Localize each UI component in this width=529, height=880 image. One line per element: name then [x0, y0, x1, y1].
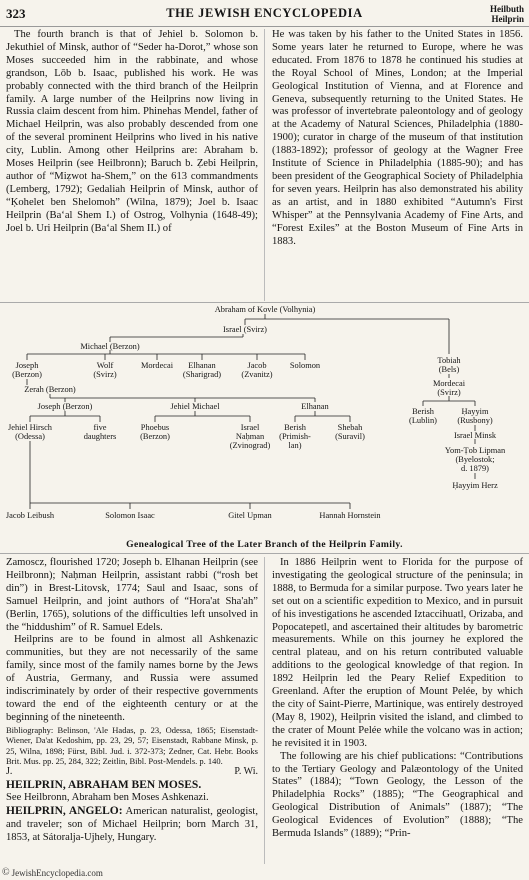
tree-node-jehiel-hirsch: Jehiel Hirsch [8, 423, 52, 432]
tree-node-jehiel-hirsch-place: (Odessa) [15, 432, 45, 441]
paragraph: The fourth branch is that of Jehiel b. Solomon b. Jekuthiel of Minsk, author of “Seder ha-Dorot,” whose son Moses succeeded him in the rabbinate, and whose grandson, Lōb b. Isaac, published his work. He was probably connected with the third branch of the Heilprin family. A large number of the Heilprins now living in Russia claim descent from him. Phinehas Mendel, father of Michael Heilprin, was also probably descended from one of the several prominent Heilprins who lived in his native city, Lublin. Among other Heilprins are: Abraham b. Moses Heilprin (see Heilbronn); Baruch b. Ẓebi Heilprin, author of “Miẓwot ha-Shem,” on the 613 commandments (Lemberg, 1792); Gedaliah Heilprin of Minsk, author of “Ḳohelet ben Shelomoh” (Wilna, 1879); Joel b. Isaac Heilprin (Ba‘al Shem I.) of Ostrog, Volhynia (1648-49); Joel b. Uri Heilprin (Ba‘al Shem II.) of [6, 29, 258, 234]
footer [2, 867, 103, 878]
tree-node-wolf: Wolf [96, 361, 114, 370]
cross-reference: See Heilbronn, Abraham ben Moses Ashkenazi. [6, 792, 209, 804]
tree-node-five: five [93, 423, 107, 432]
site-name: JewishEncyclopedia.com [11, 867, 103, 878]
bibliography: Bibliography: Belinson, 'Ale Hadas, p. 23, Odessa, 1865; Eisenstadt-Wiener, Da'at Kedoshim, pp. 23, 29, 57; Eisenstadt, Rabbane Minsk, p. 25, Wilna, 1898; Fürst, Bibl. Jud. i. 372-373; Zedner, Cat. Hebr. Books Brit. Mus. pp. 25, 284, 322; Zeitlin, Bibl. Post-Mendels. p. 140. [6, 724, 258, 766]
paragraph: In 1886 Heilprin went to Florida for the purpose of investigating the geological structure of the peninsula; in 1888, to Bermuda for a similar purpose. Two years later he set out on a scientific expedition to Mexico, and in pursuit of his investigations he ascended Iztaccihuatl, Orizaba, and Popocatepetl, and ascertained their altitudes by barometric measurements. While on this journey he explored the central plateau, and on his return contributed valuable additions to the geological knowledge of that region. In 1892 Heilprin led the Peary Relief Expedition to Greenland. After the eruption of Mount Pelée, by which the city of Saint-Pierre, Martinique, was entirely destroyed (May 8, 1902), Heilprin visited the island, and climbed to the crater of Mount Pelée while the volcano was in action; he revisited it in 1903. [272, 557, 523, 749]
tree-node-abraham: Abraham of Kovle (Volhynia) [214, 305, 316, 314]
left-column-bottom [6, 557, 258, 845]
paragraph: The following are his chief publications: “Contributions to the Tertiary Geology and Palæontology of the United States” (1884); “Town Geology, the Lesson of the Philadelphia Rocks” (1885); “The Geographical and Geological Distribution of Animals” (1887); “The Geological Evidences of Evolution” (1888); “The Bermuda Islands” (1889); “Prin- [272, 750, 523, 840]
tree-node-jacob: Jacob [247, 361, 267, 370]
tree-caption: Genealogical Tree of the Later Branch of the Heilprin Family. [126, 539, 403, 550]
tree-node-mordecai: Mordecai [140, 361, 174, 370]
tree-node-joseph: Joseph [15, 361, 39, 370]
tree-node-phoebus-place: (Berzon) [140, 432, 170, 441]
tree-node-nahman: Naḥman [235, 432, 265, 441]
tree-node-mordecai-2-place: (Svirz) [437, 388, 461, 397]
paragraph: Heilprins are to be found in almost all Ashkenazic communities, but they are not necessarily of the same family, since most of the family names borne by the Jews of Austria, Germany, and Russia were assumed indiscriminately by order of their respective governments toward the end of the eighteenth century or at the beginning of the nineteenth. [6, 634, 258, 723]
tree-node-yom-tob: Yom-Ṭob Lipman [444, 446, 506, 455]
tree-node-israel-minsk: Israel Minsk [453, 431, 497, 440]
tree-node-solomon: Solomon [289, 361, 321, 370]
entry-text: American naturalist, geologist, and traveler; son of Michael Heilprin; born March 31, 1853, at Sátoralja-Ujhely, Hungary. [6, 806, 258, 843]
tree-node-yom-tob-died: d. 1879) [461, 464, 489, 473]
tree-node-joseph-place: (Berzon) [12, 370, 42, 379]
column-divider-top [264, 29, 265, 301]
tree-node-daughters: daughters [83, 432, 117, 441]
entry-heading: HEILPRIN, ANGELO: [6, 805, 123, 818]
tree-node-berish-place-2: lan) [288, 441, 302, 450]
running-word-first: Heilbuth [489, 4, 524, 14]
tree-node-hayyim-place: (Rusbony) [457, 416, 493, 425]
running-word-last: Heilprin [491, 14, 524, 24]
tree-node-joseph-berzon: Joseph (Berzon) [37, 402, 93, 411]
divider [0, 553, 529, 554]
genealogy-tree [5, 303, 524, 539]
tree-node-tobiah-place: (Bels) [438, 365, 460, 374]
tree-node-hayyim-herz: Ḥayyim Herz [452, 481, 498, 490]
tree-node-jacob-leibush: Jacob Leibush [5, 511, 55, 520]
tree-node-jehiel-michael: Jehiel Michael [170, 402, 220, 411]
tree-node-berish-place: (Primish- [279, 432, 311, 441]
tree-node-zerah: Zerah (Berzon) [24, 385, 76, 394]
left-column-top [6, 29, 258, 236]
tree-node-hannah-hornstein: Hannah Hornstein [319, 511, 381, 520]
tree-node-israel-2: Israel [240, 423, 260, 432]
tree-node-elhanan-place: (Sharigrad) [182, 370, 222, 379]
signature-line [6, 766, 258, 779]
tree-names [6, 305, 506, 520]
entry-intro [6, 805, 258, 845]
entry-heading: HEILPRIN, ABRAHAM BEN MOSES. [6, 779, 202, 792]
tree-node-berish: Berish [284, 423, 306, 432]
right-column-top [272, 29, 523, 248]
tree-node-gitel-upman: Gitel Upman [228, 511, 272, 520]
tree-node-nahman-place: (Zvinograd) [229, 441, 271, 450]
tree-node-mordecai-2: Mordecai [432, 379, 466, 388]
signature-author: P. Wi. [234, 766, 258, 778]
paragraph: Zamoscz, flourished 1720; Joseph b. Elhanan Heilprin (see Heilbronn); Naḥman Heilprin, assistant rabbi (“rosh bet din”) in Brest-Litovsk, 1774; Saul and Isaac, sons of Samuel Heilprin, and joint authors of “Hora'at Sha'ah” (Berlin, 1765), solutions of the difficulties left unsolved in the “hiddushim” of R. Samuel Edels. [6, 557, 258, 633]
tree-node-wolf-place: (Svirz) [93, 370, 117, 379]
paragraph: He was taken by his father to the United States in 1856. Some years later he returned to Europe, where he was educated. From 1876 to 1878 he continued his studies at the Royal School of Mines, London; at the Imperial Geological Institution of Vienna, and at Florence and Geneva, subsequently returning to the United States. He was professor of invertebrate paleontology and of geology at the Academy of Natural Sciences, Philadelphia (1880-1900); curator in charge of the museum of that institution (1883-1892); professor of geology at the Wagner Free Institute of Science in Philadelphia (1885-90); and has been president of the Geographical Society of Philadelphia for seven years. Heilprin has also demonstrated his ability as an artist, and in 1880 exhibited “Autumn's First Whisper” at the Pennsylvania Academy of Fine Arts, and “Forest Exiles” at the Boston Museum of Fine Arts in 1883. [272, 29, 523, 247]
tree-node-berish-2: Berish [412, 407, 434, 416]
tree-node-yom-tob-place: (Byelostok; [455, 455, 495, 464]
right-column-bottom [272, 557, 523, 841]
running-words [490, 4, 524, 24]
column-divider-bottom [264, 557, 265, 864]
copyright-icon: © [2, 867, 10, 878]
tree-node-solomon-isaac: Solomon Isaac [105, 511, 155, 520]
tree-node-tobiah: Tobiah [437, 356, 461, 365]
page-number: 323 [6, 6, 26, 21]
tree-node-shebah: Shebah [337, 423, 363, 432]
tree-node-elhanan-2: Elhanan [301, 402, 329, 411]
running-title: THE JEWISH ENCYCLOPEDIA [166, 6, 363, 20]
tree-node-shebah-place: (Suravil) [335, 432, 365, 441]
tree-node-israel: Israel (Svirz) [223, 325, 267, 334]
tree-node-berish-2-place: (Lublin) [409, 416, 437, 425]
tree-node-phoebus: Phoebus [140, 423, 170, 432]
page-header [0, 4, 529, 27]
tree-node-jacob-place: (Zvanitz) [241, 370, 273, 379]
signature-initial: J. [6, 766, 13, 778]
tree-node-elhanan: Elhanan [188, 361, 216, 370]
tree-node-michael: Michael (Berzon) [80, 342, 140, 351]
tree-node-hayyim: Ḥayyim [461, 407, 489, 416]
